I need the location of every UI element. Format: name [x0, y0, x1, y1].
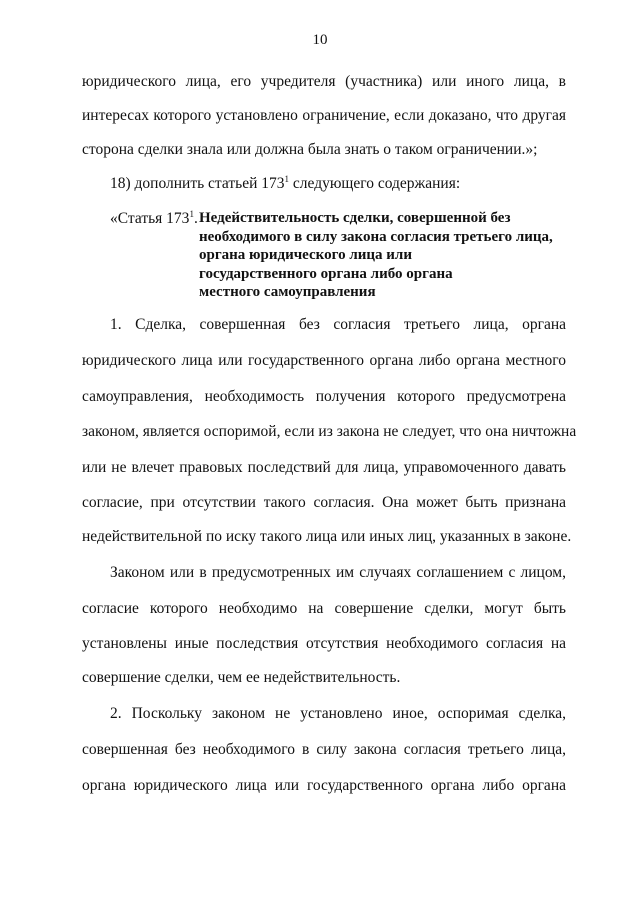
paragraph2-line-3: установлены иные последствия отсутствия необходимого согласия на [82, 635, 566, 652]
amendment-text-before: 18) дополнить статьей 173 [110, 175, 285, 192]
paragraph1-line-1: 1. Сделка, совершенная без согласия третьего лица, органа [110, 316, 566, 333]
paragraph2-line-4: совершение сделки, чем ее недействительность. [82, 669, 401, 686]
article-title-line: Недействительность сделки, совершенной без [199, 210, 511, 226]
intro-line-2: интересах которого установлено ограничение, если доказано, что другая [82, 107, 566, 124]
article-title-line: государственного органа либо органа [199, 265, 453, 282]
amendment-superscript: 1 [284, 173, 290, 184]
paragraph1-line-3: самоуправления, необходимость получения которого предусмотрена [82, 388, 566, 405]
amendment-item [110, 174, 566, 194]
article-prefix-text: «Статья 173 [110, 210, 190, 227]
article-title-line: органа юридического лица или [199, 247, 412, 263]
article-prefix-end: . [193, 210, 198, 227]
paragraph1-line-5: или не влечет правовых последствий для лица, управомоченного давать [82, 459, 566, 476]
page-number: 10 [312, 32, 328, 48]
article-title [199, 209, 569, 302]
paragraph2-line-1: Законом или в предусмотренных им случаях соглашением с лицом, [110, 564, 566, 581]
amendment-text-after: следующего содержания: [289, 175, 461, 192]
paragraph3-line-3: органа юридического лица или государственного органа либо органа [82, 777, 566, 794]
paragraph3-line-2: совершенная без необходимого в силу закона согласия третьего лица, [82, 741, 566, 758]
intro-line-1: юридического лица, его учредителя (участника) или иного лица, в [82, 73, 566, 90]
paragraph1-line-7: недействительной по иску такого лица или иных лиц, указанных в законе. [82, 528, 572, 545]
article-superscript: 1 [189, 208, 194, 219]
paragraph1-line-4: законом, является оспоримой, если из закона не следует, что она ничтожна [82, 423, 577, 440]
article-number [110, 209, 198, 229]
paragraph3-line-1: 2. Поскольку законом не установлено иное, оспоримая сделка, [110, 705, 566, 722]
intro-line-3: сторона сделки знала или должна была знать о таком ограничении.»; [82, 141, 538, 158]
article-title-line: необходимого в силу закона согласия третьего лица, [199, 228, 553, 245]
paragraph2-line-2: согласие которого необходимо на совершение сделки, могут быть [82, 600, 566, 617]
paragraph1-line-2: юридического лица или государственного органа либо органа местного [82, 352, 566, 369]
paragraph1-line-6: согласие, при отсутствии такого согласия. Она может быть признана [82, 494, 566, 511]
article-title-line: местного самоуправления [199, 284, 376, 300]
